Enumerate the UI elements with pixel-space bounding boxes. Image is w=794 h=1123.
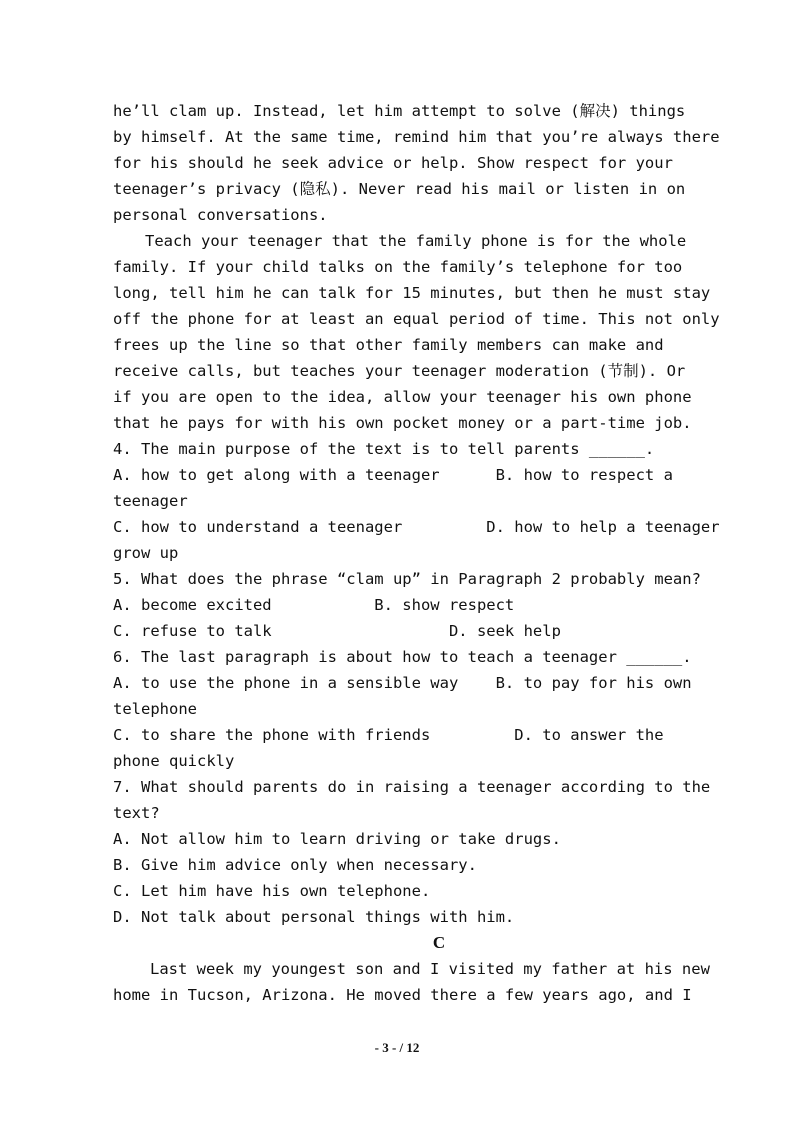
passage-b-line: receive calls, but teaches your teenager moderation (节制). Or bbox=[113, 362, 686, 380]
passage-b-line: personal conversations. bbox=[113, 206, 328, 224]
section-c-line: home in Tucson, Arizona. He moved there a few years ago, and I bbox=[113, 986, 692, 1004]
passage-b-line: that he pays for with his own pocket money or a part-time job. bbox=[113, 414, 692, 432]
passage-b-line: frees up the line so that other family members can make and bbox=[113, 336, 664, 354]
question-7-option-b: B. Give him advice only when necessary. bbox=[113, 856, 477, 874]
question-7-option-a: A. Not allow him to learn driving or take drugs. bbox=[113, 830, 561, 848]
passage-b-line: by himself. At the same time, remind him that you’re always there bbox=[113, 128, 720, 146]
question-4-options-cd: C. how to understand a teenager D. how to help a teenager bbox=[113, 518, 720, 536]
page-number: - 3 - / 12 bbox=[374, 1040, 420, 1055]
question-6-options-cd-cont: phone quickly bbox=[113, 752, 235, 770]
question-5-options-cd: C. refuse to talk D. seek help bbox=[113, 622, 561, 640]
passage-b-line: family. If your child talks on the family’s telephone for too bbox=[113, 258, 683, 276]
passage-b-line: long, tell him he can talk for 15 minutes, but then he must stay bbox=[113, 284, 711, 302]
question-5: 5. What does the phrase “clam up” in Paragraph 2 probably mean? bbox=[113, 570, 701, 588]
question-7-cont: text? bbox=[113, 804, 160, 822]
question-7-option-d: D. Not talk about personal things with him. bbox=[113, 908, 515, 926]
question-4-options-cd-cont: grow up bbox=[113, 544, 179, 562]
passage-b-line: if you are open to the idea, allow your teenager his own phone bbox=[113, 388, 692, 406]
question-5-options-ab: A. become excited B. show respect bbox=[113, 596, 515, 614]
question-7-option-c: C. Let him have his own telephone. bbox=[113, 882, 431, 900]
passage-b-line: teenager’s privacy (隐私). Never read his mail or listen in on bbox=[113, 180, 686, 198]
question-6-options-cd: C. to share the phone with friends D. to answer the bbox=[113, 726, 664, 744]
passage-b-line: for his should he seek advice or help. Show respect for your bbox=[113, 154, 673, 172]
section-c-heading: C bbox=[432, 933, 446, 952]
question-6-options-ab: A. to use the phone in a sensible way B. to pay for his own bbox=[113, 674, 692, 692]
question-7: 7. What should parents do in raising a teenager according to the bbox=[113, 778, 711, 796]
question-4-options-ab-cont: teenager bbox=[113, 492, 188, 510]
passage-b-line: off the phone for at least an equal period of time. This not only bbox=[113, 310, 720, 328]
question-4: 4. The main purpose of the text is to tell parents ______. bbox=[113, 440, 655, 458]
question-4-options-ab: A. how to get along with a teenager B. how to respect a bbox=[113, 466, 673, 484]
question-6: 6. The last paragraph is about how to teach a teenager ______. bbox=[113, 648, 692, 666]
passage-b-paragraph-start: Teach your teenager that the family phone is for the whole bbox=[145, 232, 687, 250]
question-6-options-ab-cont: telephone bbox=[113, 700, 197, 718]
section-c-paragraph-start: Last week my youngest son and I visited my father at his new bbox=[150, 960, 710, 978]
passage-b-line: he’ll clam up. Instead, let him attempt to solve (解决) things bbox=[113, 102, 686, 120]
